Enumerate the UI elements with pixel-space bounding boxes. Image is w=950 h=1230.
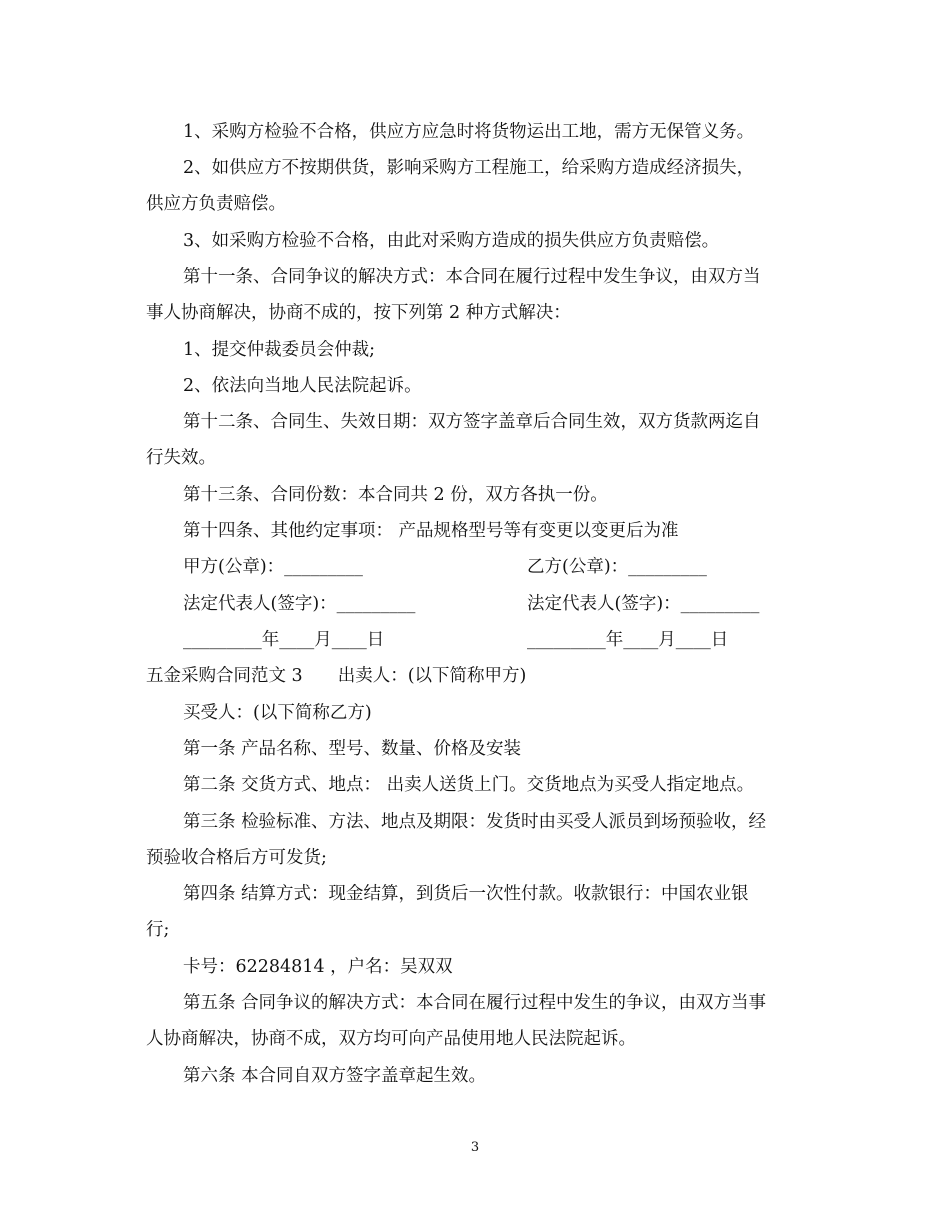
paragraph-line: 第二条 交货方式、地点： 出卖人送货上门。交货地点为买受人指定地点。 (183, 775, 755, 795)
paragraph-line: 第十三条、合同份数：本合同共 2 份，双方各执一份。 (183, 485, 608, 505)
paragraph-line: 2、如供应方不按期供货，影响采购方工程施工，给采购方造成经济损失， (183, 158, 755, 178)
party-a-date: _________年____月____日 (183, 630, 385, 650)
paragraph-line: 2、依法向当地人民法院起诉。 (183, 376, 422, 396)
paragraph-line: 卡号：62284814 ，户名：吴双双 (183, 957, 453, 977)
party-b-seal: 乙方(公章)：_________ (527, 557, 707, 577)
paragraph-line: 预验收合格后方可发货; (146, 848, 327, 868)
party-b-representative: 法定代表人(签字)：_________ (527, 594, 760, 614)
party-b-date: _________年____月____日 (527, 630, 729, 650)
paragraph-line: 供应方负责赔偿。 (146, 194, 286, 214)
party-a-seal: 甲方(公章)：_________ (183, 557, 363, 577)
paragraph-line: 行; (146, 920, 170, 940)
paragraph-line: 第六条 本合同自双方签字盖章起生效。 (183, 1066, 487, 1086)
paragraph-line: 1、采购方检验不合格，供应方应急时将货物运出工地，需方无保管义务。 (183, 122, 755, 142)
paragraph-line: 第十二条、合同生、失效日期：双方签字盖章后合同生效，双方货款两迄自 (183, 412, 761, 432)
paragraph-line: 第十一条、合同争议的解决方式：本合同在履行过程中发生争议，由双方当 (183, 267, 761, 287)
page-number: 3 (470, 1140, 480, 1155)
party-a-representative: 法定代表人(签字)：_________ (183, 594, 416, 614)
paragraph-line: 行失效。 (146, 448, 216, 468)
paragraph-line: 买受人：(以下简称乙方) (183, 703, 372, 723)
paragraph-line: 第一条 产品名称、型号、数量、价格及安装 (183, 739, 522, 759)
paragraph-line: 3、如采购方检验不合格，由此对采购方造成的损失供应方负责赔偿。 (183, 231, 720, 251)
paragraph-line: 事人协商解决，协商不成的，按下列第 2 种方式解决： (146, 303, 571, 323)
paragraph-line: 第四条 结算方式：现金结算，到货后一次性付款。收款银行：中国农业银 (183, 884, 749, 904)
paragraph-line: 第十四条、其他约定事项： 产品规格型号等有变更以变更后为准 (183, 521, 679, 541)
paragraph-line: 第五条 合同争议的解决方式：本合同在履行过程中发生的争议，由双方当事 (183, 993, 767, 1013)
paragraph-line: 第三条 检验标准、方法、地点及期限：发货时由买受人派员到场预验收，经 (183, 812, 767, 832)
section-heading-line: 五金采购合同范文 3 出卖人：(以下简称甲方) (146, 666, 527, 686)
paragraph-line: 1、提交仲裁委员会仲裁; (183, 340, 376, 360)
paragraph-line: 人协商解决，协商不成，双方均可向产品使用地人民法院起诉。 (146, 1029, 636, 1049)
